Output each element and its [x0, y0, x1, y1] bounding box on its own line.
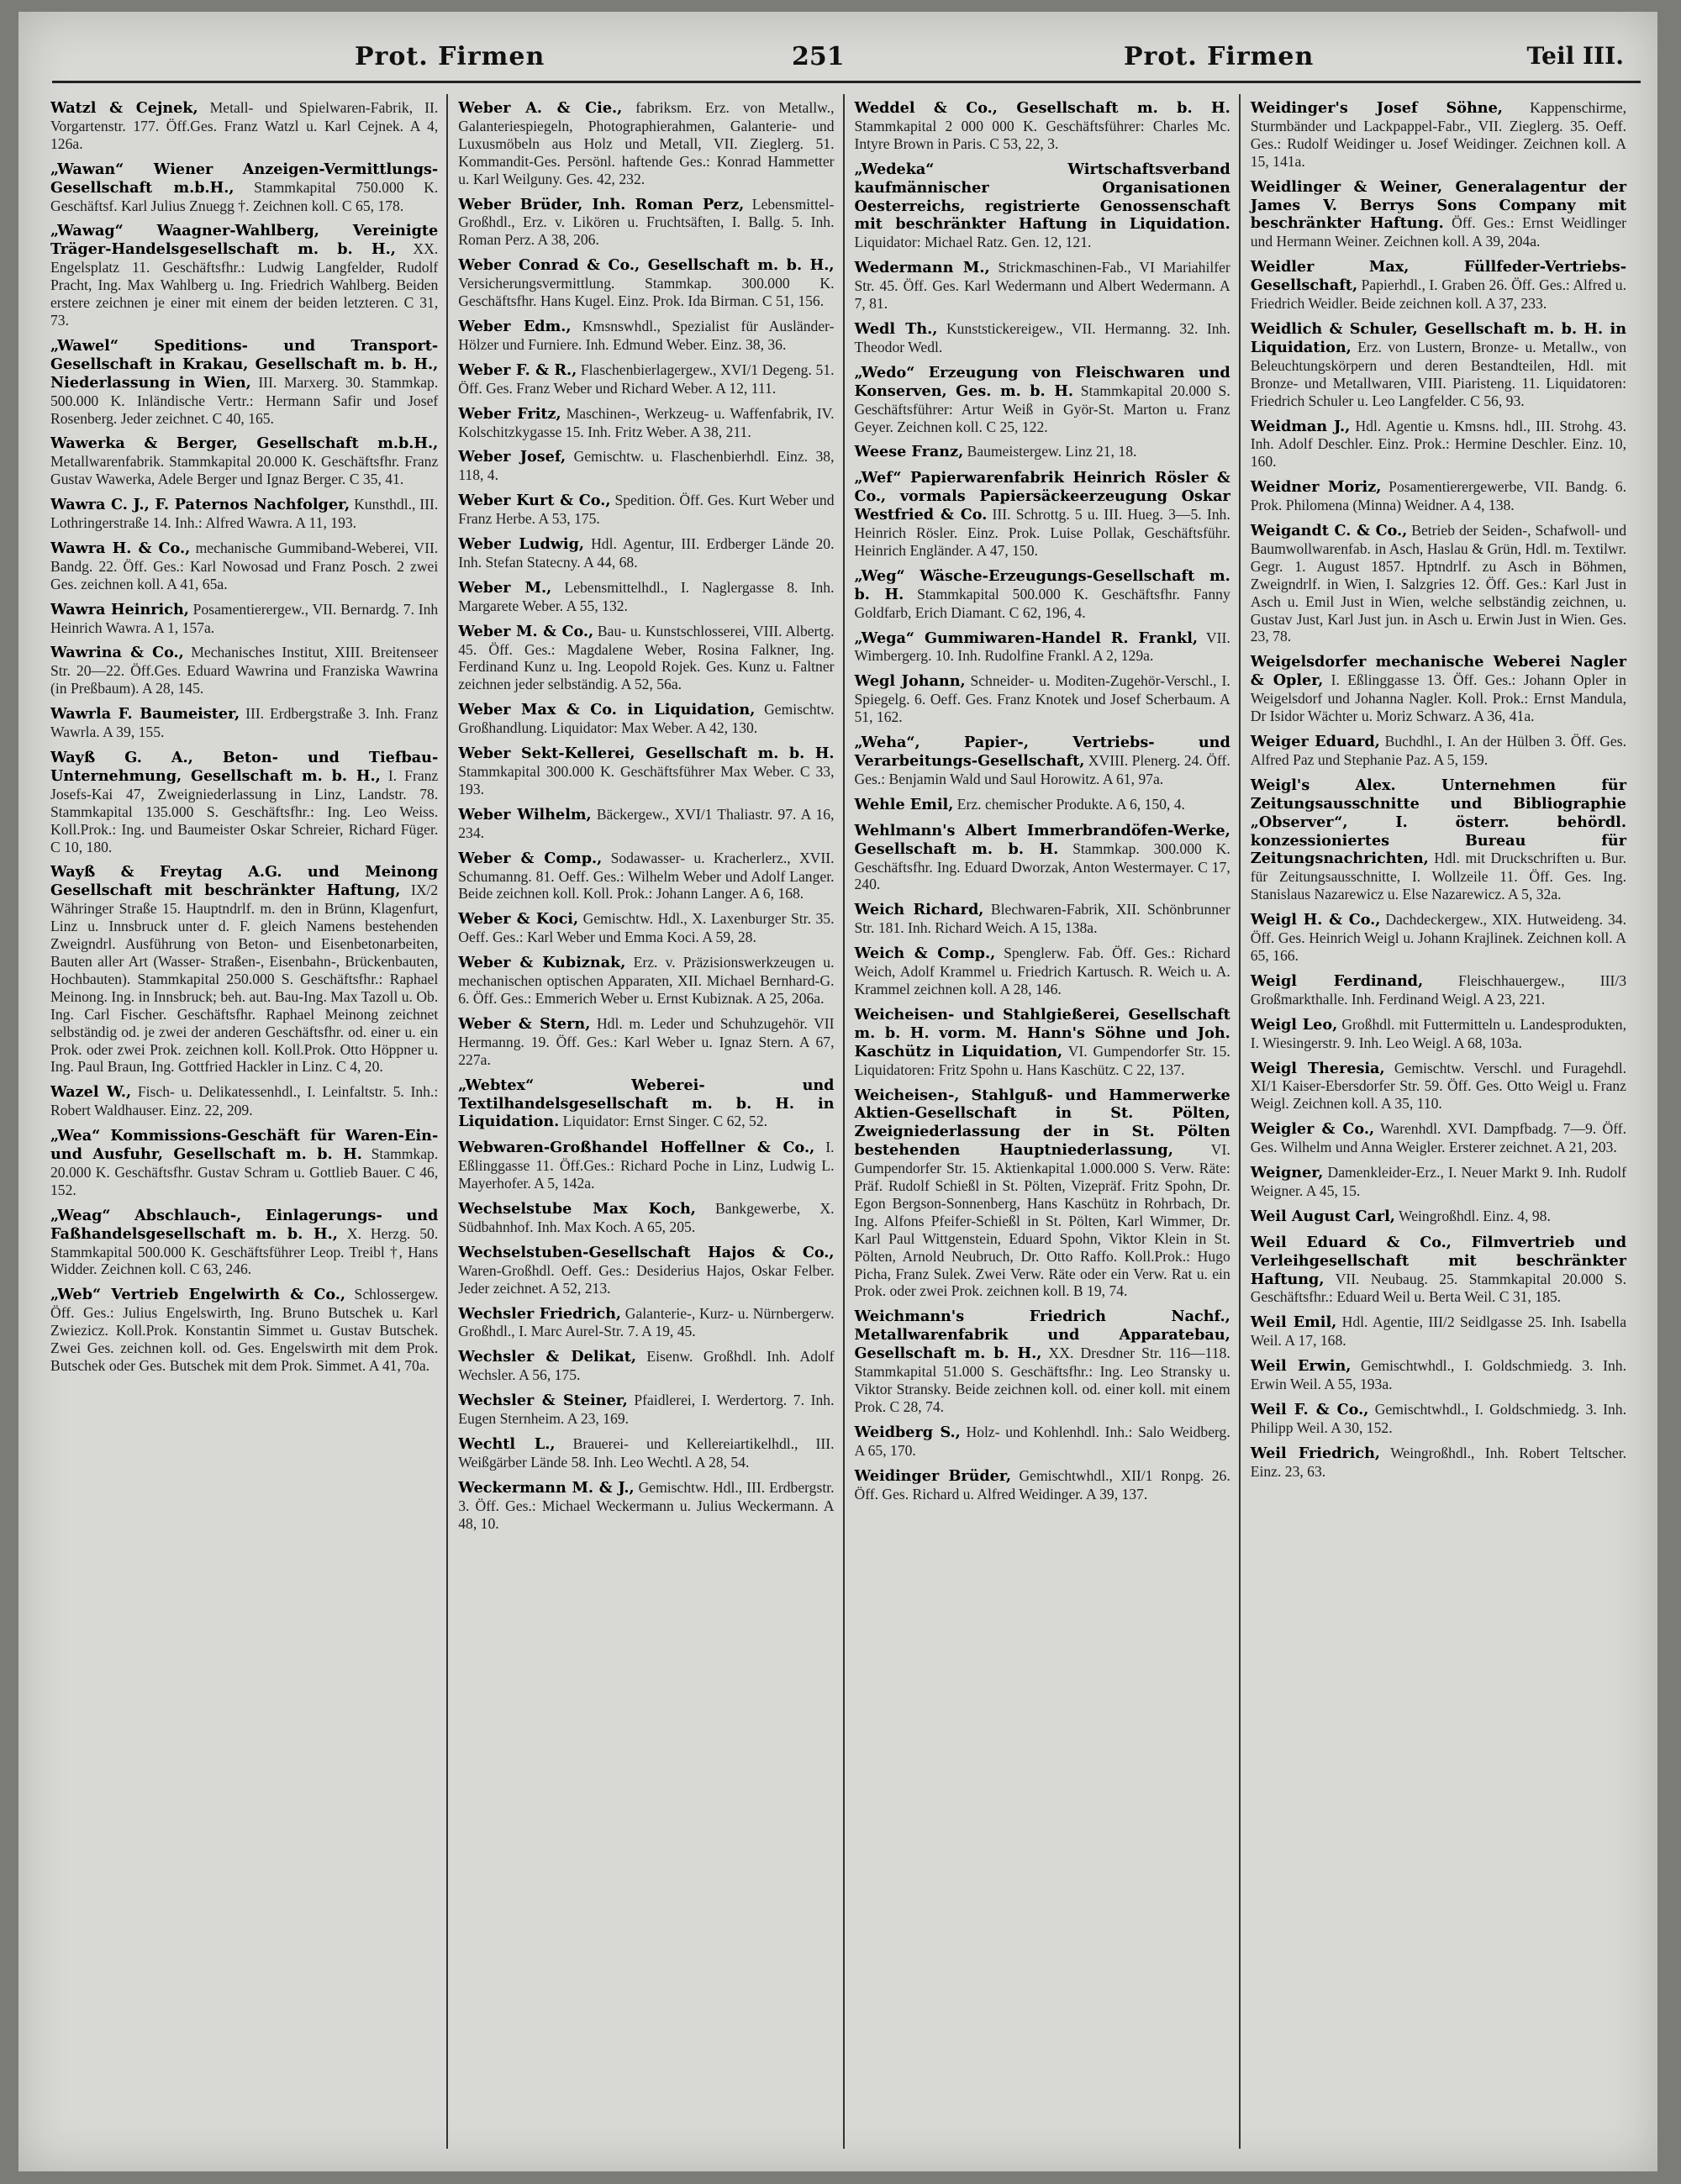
firm-details: Metall- und Spielwaren-Fabrik, II. Vorgartenstr. 177. Öff.Ges. Franz Watzl u. Karl Cejnek. A 4, 126a. [50, 99, 439, 152]
firm-name: „Wedo“ Erzeugung von Fleischwaren und Konserven, Ges. m. b. H. [854, 363, 1230, 400]
firm-entry [1251, 911, 1626, 965]
firm-details: Pfaidlerei, I. Werdertorg. 7. Inh. Eugen Sternheim. A 23, 169. [458, 1392, 835, 1428]
firm-details: Fisch- u. Delikatessenhdl., I. Leinfaltstr. 5. Inh.: Robert Waldhauser. Einz. 22, 209. [50, 1083, 439, 1119]
firm-entry [1251, 522, 1626, 645]
firm-details: VI. Gumpendorfer Str. 15. Liquidatoren: Fritz Spohn u. Hans Kaschütz. C 22, 137. [854, 1042, 1230, 1078]
firm-name: Weber M. & Co., [458, 622, 594, 640]
firm-entry [458, 1076, 834, 1132]
firm-entry [458, 579, 834, 615]
firm-name: Weil Friedrich, [1250, 1444, 1381, 1462]
firm-entry [1251, 478, 1626, 514]
firm-name: Weber A. & Cie., [458, 99, 623, 117]
firm-details: III. Marxerg. 30. Stammkap. 500.000 K. Inländische Vertr.: Hermann Safir und Josef Rosenberg. Jeder zeichnet. C 40, 165. [50, 373, 439, 427]
firm-details: Gemischtw. Verschl. und Furagehdl. XI/1 Kaiser-Ebersdorfer Str. 59. Öff. Ges. Otto Weigl u. Franz Weigl. Zeichnen koll. A 35, 110. [1250, 1059, 1626, 1113]
firm-details: XX. Engelsplatz 11. Geschäftsfhr.: Ludwig Langfelder, Rudolf Pracht, Ing. Max Wahlberg u. Ing. Friedrich Wahlberg. Beiden erstere zeichnen je einer mit einem der beiden letzteren. C 31, 73. [50, 240, 439, 329]
firm-name: Weber Max & Co. in Liquidation, [458, 701, 756, 719]
firm-entry [855, 259, 1230, 313]
firm-details: Baumeistergew. Linz 21, 18. [963, 443, 1137, 460]
firm-name: „Webtex“ Weberei- und Textilhandelsgesellschaft m. b. H. in Liquidation. [458, 1076, 835, 1131]
firm-entry [458, 1200, 834, 1236]
firm-details: fabriksm. Erz. von Metallw., Galanteriespiegeln, Photographierahmen, Galanterie- und Luxusmöbeln aus Holz und Metall, VII. Zieglerg. 51. Kommandit-Ges. Persönl. haftende Ges.: Konrad Hammetter u. Karl Weilguny. Ges. 42, 232. [458, 99, 835, 187]
firm-name: Weil F. & Co., [1250, 1401, 1369, 1418]
firm-name: Webwaren-Großhandel Hoffellner & Co., [458, 1139, 815, 1157]
firm-entry [458, 1392, 834, 1428]
firm-details: Stammkapital 20.000 S. Geschäftsführer: Artur Weiß in Györ-St. Marton u. Franz Geyer. Zeichnen koll. C 25, 122. [854, 382, 1230, 435]
firm-entry [855, 796, 1230, 814]
firm-name: Weber Sekt-Kellerei, Gesellschaft m. b. H. [458, 745, 835, 763]
firm-name: Weber & Comp., [458, 849, 603, 867]
firm-name: Weicheisen-, Stahlguß- und Hammerwerke Aktien-Gesellschaft in St. Pölten, Zweigniederlassung der in St. Pölten bestehenden Hauptniederlassung, [854, 1086, 1230, 1160]
firm-name: Weidman J., [1250, 417, 1351, 435]
firm-entry [458, 806, 834, 842]
page-number: 251 [792, 42, 845, 71]
firm-details: Hdl. Agentur, III. Erdberger Lände 20. Inh. Stefan Statecny. A 44, 68. [458, 535, 835, 571]
firm-details: IX/2 Währinger Straße 15. Hauptndrlf. m. den in Brünn, Klagenfurt, Linz u. Innsbruck unter d. F. gleich Namens bestehenden Zweigndrl. Ausführung von Beton- und Eisenbetonarbeiten, Bauten aller Art (Wasser- Straßen-, Eisenbahn-, Brückenbauten, Hochbauten). Stammkapital 250.000 S. Geschäftsfhr.: Raphael Meinong. Ing. in Innsbruck; beh. aut. Bau-Ing. Max Tazoll u. Ob. Ing. Carl Fischer. Geschäftsfhr. Raphael Meinong zeichnet selbständig od. je zwei der anderen Geschäftsfhr. od. einer u. ein Prok. oder zwei Prok. zeichnen koll. Koll.Prok. Otto Höppner u. Ing. Paul Braun, Ing. Gottfried Hackler in Linz. C 4, 20. [50, 881, 439, 1076]
firm-details: Weingroßhdl. Einz. 4, 98. [1394, 1207, 1551, 1224]
firm-details: Erz. v. Präzisionswerkzeugen u. mechanischen optischen Apparaten, XII. Michael Bernhard-G. 6. Öff. Ges.: Emmerich Weber u. Ernst Kubiznak. A 25, 206a. [458, 954, 835, 1007]
firm-name: Weber Conrad & Co., Gesellschaft m. b. H., [458, 256, 835, 275]
firm-name: Wayß G. A., Beton- und Tiefbau-Unternehmung, Gesellschaft m. b. H., [50, 749, 439, 785]
firm-entry [855, 945, 1230, 998]
firm-details: XVIII. Plenerg. 24. Öff. Ges.: Benjamin Wald und Saul Horowitz. A 61, 97a. [854, 752, 1230, 787]
firm-details: Hdl. m. Leder und Schuhzugehör. VII Hermanng. 19. Öff. Ges.: Karl Weber u. Ignaz Stern. A 67, 227a. [458, 1014, 835, 1068]
firm-details: Stammkap. 300.000 K. Geschäftsfhr. Ing. Eduard Dworzak, Anton Westermayer. C 17, 240. [854, 839, 1230, 893]
firm-details: VII. Neubaug. 25. Stammkapital 20.000 S. Geschäftsfhr.: Eduard Weil u. Berta Weil. C 31, 185. [1250, 1270, 1626, 1306]
firm-entry [50, 1127, 438, 1199]
firm-name: Weber M., [458, 578, 552, 597]
firm-details: Stammkapital 300.000 K. Geschäftsführer Max Weber. C 33, 193. [458, 763, 835, 797]
firm-name: Weigl H. & Co., [1250, 911, 1381, 929]
firm-entry [50, 434, 438, 488]
firm-details: III. Schrottg. 5 u. III. Hueg. 3—5. Inh. Heinrich Rösler. Einz. Prok. Luise Pollak, Geschäftsführ. Heinrich Engländer. A 47, 150. [854, 506, 1230, 559]
firm-details: Maschinen-, Werkzeug- u. Waffenfabrik, IV. Kolschitzkygasse 15. Inh. Fritz Weber. A 38, 211. [458, 404, 835, 440]
firm-entry [1251, 1401, 1626, 1437]
firm-details: Weingroßhdl., Inh. Robert Teltscher. Einz. 23, 63. [1250, 1444, 1626, 1480]
firm-details: Kunsthdl., III. Lothringerstraße 14. Inh.: Alfred Wawra. A 11, 193. [50, 496, 439, 532]
firm-details: Dachdeckergew., XIX. Hutweideng. 34. Öff. Ges. Heinrich Weigl u. Johann Krajlinek. Zeichnen koll. A 65, 166. [1250, 911, 1626, 964]
firm-details: Gemischtw. Hdl., X. Laxenburger Str. 35. Oeff. Ges.: Karl Weber und Emma Koci. A 59, 28. [458, 910, 835, 946]
firm-name: Weidler Max, Füllfeder-Vertriebs-Gesellschaft, [1250, 258, 1626, 295]
firm-details: Kappenschirme, Sturmbänder und Lackpappel-Fabr., VII. Zieglerg. 35. Oeff. Ges.: Rudolf Weidinger u. Josef Weidinger. Zeichnen koll. A 15, 141a. [1250, 99, 1626, 170]
firm-entry [855, 1467, 1230, 1503]
firm-name: Weigl Leo, [1250, 1015, 1338, 1034]
firm-details: Liquidator: Ernst Singer. C 62, 52. [559, 1113, 768, 1130]
firm-entry [1251, 320, 1626, 410]
firm-name: Wawra H. & Co., [50, 539, 191, 557]
firm-name: „Wea“ Kommissions-Geschäft für Waren-Ein- und Ausfuhr, Gesellschaft m. b. H. [50, 1127, 439, 1164]
firm-details: Stammkapital 2 000 000 K. Geschäftsführer: Charles Mc. Intyre Brown in Paris. C 53, 22, 3. [854, 117, 1230, 152]
firm-name: Wechsler & Steiner, [458, 1392, 628, 1410]
firm-details: Erz. von Lustern, Bronze- u. Metallw., von Beleuchtungskörpern und deren Bestandteilen, Hdl. mit Bronze- und Metallwaren, VIII. Piaristeng. 11. Liquidatoren: Friedrich Schuler u. Leo Langfelder. C 56, 93. [1250, 338, 1626, 409]
firm-name: Wechselstube Max Koch, [458, 1200, 696, 1218]
firm-name: Weidlich & Schuler, Gesellschaft m. b. H. in Liquidation, [1250, 319, 1626, 356]
firm-entry [50, 644, 438, 697]
firm-entry [1251, 733, 1626, 769]
firm-details: I. Eßlinggasse 13. Öff. Ges.: Johann Opler in Weigelsdorf und Johanna Nagler. Koll. Prok.: Ernst Mandula, Dr Isidor Wächter u. Moriz Schwarz. A 36, 41a. [1250, 671, 1626, 725]
firm-name: Wegl Johann, [854, 672, 966, 691]
firm-name: „Weg“ Wäsche-Erzeugungs-Gesellschaft m. b. H. [854, 566, 1230, 603]
firm-entry [855, 1308, 1230, 1415]
firm-entry [855, 469, 1230, 560]
firm-name: Weddel & Co., Gesellschaft m. b. H. [854, 99, 1230, 117]
firm-entry [458, 1015, 834, 1069]
firm-entry [855, 567, 1230, 622]
firm-name: Wedermann M., [854, 259, 990, 277]
firm-entry [50, 863, 438, 1076]
firm-details: Mechanisches Institut, XIII. Breitenseer Str. 20—22. Öff.Ges. Eduard Wawrina und Franziska Wawrina (in Preßbaum). A 28, 145. [50, 644, 439, 697]
firm-entry [1251, 1208, 1626, 1226]
header-left-title: Prot. Firmen [355, 42, 545, 71]
firm-name: Weigner, [1250, 1164, 1324, 1182]
firm-name: Weigandt C. & Co., [1250, 522, 1408, 540]
firm-name: Weber & Koci, [458, 910, 579, 929]
firm-entry [855, 672, 1230, 726]
firm-details: mechanische Gummiband-Weberei, VII. Bandg. 22. Öff. Ges.: Karl Nowosad und Franz Posch. 2 zwei Ges. zeichnen koll. A 41, 65a. [50, 539, 439, 592]
firm-details: Großhdl. mit Futtermitteln u. Landesprodukten, I. Wiesingerstr. 9. Inh. Leo Weigl. A 68, 103a. [1250, 1015, 1626, 1051]
firm-details: Galanterie-, Kurz- u. Nürnbergerw. Großhdl., I. Marc Aurel-Str. 7. A 19, 45. [458, 1304, 835, 1340]
firm-name: Weber Ludwig, [458, 535, 585, 554]
firm-details: Brauerei- und Kellereiartikelhdl., III. Weißgärber Lände 58. Inh. Leo Wechtl. A 28, 54. [458, 1435, 835, 1471]
column-4 [1239, 94, 1635, 2149]
firm-details: I. Franz Josefs-Kai 47, Zweigniederlassung in Linz, Landstr. 78. Stammkapital 135.000 S. Geschäftsfhr.: Ing. Leo Weiss. Koll.Prok.: Ing. und Baumeister Oskar Schreier, Richard Füger. C 10, 180. [50, 766, 439, 855]
firm-details: III. Erdbergstraße 3. Inh. Franz Wawrla. A 39, 155. [50, 705, 439, 741]
firm-entry [458, 448, 834, 484]
firm-entry [50, 1083, 438, 1119]
firm-details: Posamentierergewerbe, VII. Bandg. 6. Prok. Philomena (Minna) Weidner. A 4, 138. [1250, 478, 1626, 514]
firm-details: Betrieb der Seiden-, Schafwoll- und Baumwollwarenfab. in Asch, Haslau & Grün, Hdl. m. Textilwr. Gegr. 1. August 1857. Hptndrlf. zu Asch in Böhmen, Zweigndrlf. in Wien, I. Salzgries 12. Öff. Ges.: Karl Just in Asch u. Emil Just in Wien, welche selbständig zeichnen, u. Gustav Just, Karl Just jun. in Asch u. Erwin Just in Wien. Ges. 23, 78. [1250, 522, 1626, 645]
firm-entry [50, 337, 438, 428]
firm-entry [1251, 418, 1626, 471]
firm-details: Stammkapital 500.000 K. Geschäftsfhr. Fanny Goldfarb, Erich Diamant. C 62, 196, 4. [854, 585, 1230, 621]
firm-details: Blechwaren-Fabrik, XII. Schönbrunner Str. 181. Inh. Richard Weich. A 15, 138a. [854, 901, 1230, 937]
entry-columns [50, 94, 1635, 2149]
firm-details: Sodawasser- u. Kracherlerz., XVII. Schumanng. 81. Oeff. Ges.: Wilhelm Weber und Adolf Langer. Beide zeichnen koll. Koll. Prok.: Johann Langer. A 6, 168. [458, 849, 835, 903]
column-3 [843, 94, 1239, 2149]
firm-name: Wawrla F. Baumeister, [50, 705, 240, 724]
firm-name: Weil August Carl, [1250, 1207, 1395, 1225]
firm-name: Weidlinger & Weiner, Generalagentur der James V. Berrys Sons Company mit beschränkter Haftung. [1250, 177, 1626, 233]
firm-details: Metallwarenfabrik. Stammkapital 20.000 K. Geschäftsfhr. Franz Gustav Wawerka, Adele Berger und Ignaz Berger. C 35, 41. [50, 453, 439, 488]
page-header [52, 37, 1641, 83]
firm-entry [50, 705, 438, 741]
firm-name: Weigelsdorfer mechanische Weberei Nagler & Opler, [1250, 653, 1626, 690]
firm-name: Weber & Stern, [458, 1014, 591, 1033]
firm-entry [855, 364, 1230, 436]
firm-details: Kmsnswhdl., Spezialist für Ausländer-Hölzer und Furniere. Inh. Edmund Weber. Einz. 38, 36. [458, 317, 835, 353]
firm-entry [458, 99, 834, 188]
firm-name: Weil Erwin, [1250, 1357, 1352, 1376]
firm-name: Wayß & Freytag A.G. und Meinong Gesellschaft mit beschränkter Haftung, [50, 863, 439, 900]
firm-details: Spedition. Öff. Ges. Kurt Weber und Franz Herbe. A 53, 175. [458, 492, 835, 528]
firm-entry [458, 256, 834, 310]
firm-name: Weich & Comp., [854, 945, 996, 963]
firm-name: Weckermann M. & J., [458, 1478, 635, 1497]
firm-details: Gemischtw. u. Flaschenbierhdl. Einz. 38, 118, 4. [458, 448, 835, 484]
firm-name: Weber Kurt & Co., [458, 492, 611, 510]
firm-details: Bäckergew., XVI/1 Thaliastr. 97. A 16, 234. [458, 805, 835, 841]
firm-name: „Wawan“ Wiener Anzeigen-Vermittlungs-Gesellschaft m.b.H., [50, 160, 439, 197]
firm-entry [50, 222, 438, 329]
firm-entry [50, 496, 438, 532]
firm-name: Wechtl L., [458, 1435, 556, 1453]
firm-entry [855, 320, 1230, 356]
firm-entry [458, 701, 834, 737]
firm-name: Weese Franz, [854, 443, 964, 461]
firm-entry [1251, 1016, 1626, 1052]
firm-details: Versicherungsvermittlung. Stammkap. 300.000 K. Geschäftsfhr. Hans Kugel. Einz. Prok. Ida Birman. C 51, 156. [458, 275, 835, 310]
firm-name: Wechsler Friedrich, [458, 1304, 622, 1323]
firm-name: Wawerka & Berger, Gesellschaft m.b.H., [50, 434, 439, 453]
firm-entry [458, 850, 834, 903]
firm-name: Weigl Theresia, [1250, 1059, 1385, 1077]
firm-details: Lebensmittel-Großhdl., Erz. v. Likören u. Fruchtsäften, I. Ballg. 5. Inh. Roman Perz. A 38, 206. [458, 195, 835, 249]
firm-name: Weil Emil, [1250, 1313, 1337, 1332]
firm-name: Weber Wilhelm, [458, 805, 592, 824]
firm-name: „Weha“, Papier-, Vertriebs- und Verarbeitungs-Gesellschaft, [854, 734, 1230, 770]
firm-name: Weber Brüder, Inh. Roman Perz, [458, 195, 745, 213]
firm-entry [50, 1286, 438, 1375]
firm-details: Kunststickereigew., VII. Hermanng. 32. Inh. Theodor Wedl. [854, 319, 1230, 355]
firm-entry [1251, 1120, 1626, 1156]
firm-entry [458, 1244, 834, 1297]
firm-entry [855, 161, 1230, 252]
directory-page [18, 12, 1657, 2171]
firm-name: Weidinger Brüder, [854, 1466, 1011, 1485]
firm-details: Holz- und Kohlenhdl. Inh.: Salo Weidberg. A 65, 170. [854, 1423, 1230, 1459]
firm-name: Weber Josef, [458, 448, 566, 466]
firm-entry [458, 196, 834, 250]
firm-details: Flaschenbierlagergew., XVI/1 Degeng. 51. Öff. Ges. Franz Weber und Richard Weber. A 12, 111. [458, 360, 835, 397]
firm-entry [458, 492, 834, 528]
firm-name: Weber Edm., [458, 317, 572, 335]
firm-name: Watzl & Cejnek, [50, 99, 198, 117]
firm-name: Wehlmann's Albert Immerbrandöfen-Werke, Gesellschaft m. b. H. [854, 821, 1230, 858]
firm-entry [50, 601, 438, 637]
firm-entry [458, 1479, 834, 1533]
firm-details: Gemischtw. Großhandlung. Liquidator: Max Weber. A 42, 130. [458, 701, 835, 737]
firm-details: Schneider- u. Moditen-Zugehör-Verschl., I. Spiegelg. 6. Oeff. Ges. Franz Knotek und Josef Scherbaum. A 51, 162. [854, 672, 1230, 726]
firm-name: Weigl Ferdinand, [1250, 971, 1424, 990]
firm-name: Weber & Kubiznak, [458, 954, 626, 972]
firm-entry [1251, 258, 1626, 313]
firm-details: X. Herzg. 50. Stammkapital 500.000 K. Geschäftsführer Leop. Treibl †, Hans Widder. Zeichnen koll. C 63, 246. [50, 1224, 439, 1278]
firm-entry [458, 1305, 834, 1341]
firm-details: Erz. chemischer Produkte. A 6, 150, 4. [953, 795, 1185, 813]
firm-name: Wazel W., [50, 1083, 132, 1102]
firm-details: Stammkapital 750.000 K. Geschäftsf. Karl Julius Znuegg †. Zeichnen koll. C 65, 178. [50, 178, 439, 214]
column-2 [446, 94, 842, 2149]
firm-entry [458, 745, 834, 798]
firm-details: Buchdhl., I. An der Hülben 3. Öff. Ges. Alfred Paz und Stephanie Paz. A 5, 159. [1250, 733, 1626, 768]
firm-details: Öff. Ges.: Ernst Weidlinger und Hermann Weiner. Zeichnen koll. A 39, 204a. [1250, 214, 1627, 250]
firm-details: Gemischtwhdl., I. Goldschmiedg. 3. Inh. Philipp Weil. A 30, 152. [1250, 1401, 1627, 1436]
firm-name: Wawrina & Co., [50, 644, 184, 662]
firm-name: Weidinger's Josef Söhne, [1250, 99, 1503, 117]
firm-name: Weidner Moriz, [1250, 478, 1382, 497]
firm-details: Spenglerw. Fab. Öff. Ges.: Richard Weich, Adolf Krammel u. Friedrich Kartusch. R. Weich u. A. Krammel zeichnen koll. A 28, 146. [854, 945, 1230, 997]
firm-name: Weiger Eduard, [1250, 733, 1380, 750]
firm-details: Waren-Großhdl. Oeff. Ges.: Desiderius Hajos, Oskar Felber. Jeder zeichnet. A 52, 213. [458, 1261, 835, 1297]
firm-entry [1251, 1164, 1626, 1200]
firm-entry [50, 1207, 438, 1279]
firm-entry [458, 405, 834, 441]
firm-entry [458, 1139, 834, 1192]
firm-details: Gemischtwhdl., I. Goldschmiedg. 3. Inh. Erwin Weil. A 55, 193a. [1250, 1357, 1626, 1393]
firm-name: Wawra C. J., F. Paternos Nachfolger, [50, 496, 350, 514]
firm-details: Warenhdl. XVI. Dampfbadg. 7—9. Öff. Ges. Wilhelm und Anna Weigler. Ersterer zeichnet. A 21, 203. [1250, 1120, 1626, 1156]
firm-entry [458, 623, 834, 694]
firm-entry [1251, 1060, 1626, 1113]
firm-details: Bankgewerbe, X. Südbahnhof. Inh. Max Koch. A 65, 205. [458, 1200, 835, 1235]
firm-details: VI. Gumpendorfer Str. 15. Aktienkapital 1.000.000 S. Verw. Räte: Präf. Rudolf Schießl in St. Pölten, Vizepräf. Fritz Spohn, Dr. Egon Bergson-Sonnenberg, Hans Kaschütz in Rohrbach, Dr. Ing. Alfons Pfeifer-Schießl in St. Pölten, Karl Wimmer, Dr. Karl Paul Wittgenstein, Eduard Spohn, Viktor Klein in St. Pölten, Arnold Neubruch, Dr. Otto Raffo. Koll.Prok.: Hugo Picha, Franz Sulek. Zwei Verw. Räte oder ein Verw. Rat u. ein Prok. oder zwei Prok. zeichnen koll. B 19, 74. [854, 1141, 1230, 1300]
firm-details: Eisenw. Großhdl. Inh. Adolf Wechsler. A 56, 175. [458, 1348, 835, 1384]
firm-name: Wechsler & Delikat, [458, 1348, 637, 1366]
firm-name: „Wawag“ Waagner-Wahlberg, Vereinigte Träger-Handelsgesellschaft m. b. H., [50, 222, 439, 259]
firm-entry [458, 535, 834, 571]
firm-entry [855, 629, 1230, 666]
firm-name: „Wega“ Gummiwaren-Handel R. Frankl, [854, 629, 1199, 647]
firm-details: I. Eßlinggasse 11. Öff.Ges.: Richard Poche in Linz, Ludwig L. Mayerhofer. A 5, 142a. [458, 1139, 835, 1192]
firm-entry [50, 749, 438, 855]
firm-entry [855, 99, 1230, 153]
firm-entry [855, 443, 1230, 461]
firm-entry [855, 1424, 1230, 1460]
firm-details: Hdl. Agentie u. Kmsns. hdl., III. Strohg. 43. Inh. Adolf Deschler. Einz. Prok.: Hermine Deschler. Einz. 10, 160. [1250, 417, 1626, 471]
firm-entry [1251, 653, 1626, 725]
firm-name: Weidberg S., [854, 1423, 961, 1441]
firm-entry [1251, 1357, 1626, 1393]
firm-name: „Weag“ Abschlauch-, Einlagerungs- und Faßhandelsgesellschaft m. b. H., [50, 1206, 439, 1243]
firm-entry [1251, 99, 1626, 171]
firm-entry [1251, 178, 1626, 251]
header-part-label: Teil III. [1526, 42, 1624, 70]
firm-entry [855, 1006, 1230, 1079]
firm-name: „Wawel“ Speditions- und Transport-Gesellschaft in Krakau, Gesellschaft m. b. H., Niederlassung in Wien, [50, 336, 439, 392]
firm-entry [855, 901, 1230, 937]
firm-entry [1251, 776, 1626, 903]
firm-entry [458, 1435, 834, 1471]
firm-name: Weich Richard, [854, 901, 984, 919]
firm-details: Liquidator: Michael Ratz. Gen. 12, 121. [854, 234, 1092, 251]
firm-name: Weber Fritz, [458, 404, 561, 423]
column-1 [50, 94, 446, 2149]
firm-details: Posamentierergew., VII. Bernardg. 7. Inh Heinrich Wawra. A 1, 157a. [50, 600, 439, 636]
firm-details: Fleischhauergew., III/3 Großmarkthalle. Inh. Ferdinand Weigl. A 23, 221. [1250, 971, 1626, 1008]
firm-details: Stammkap. 20.000 K. Geschäftsfhr. Gustav Schram u. Gottlieb Bauer. C 46, 152. [50, 1145, 439, 1198]
firm-entry [458, 361, 834, 397]
firm-entry [855, 822, 1230, 894]
firm-name: Weichmann's Friedrich Nachf., Metallwarenfabrik und Apparatebau, Gesellschaft m. b. H., [854, 1308, 1230, 1363]
firm-details: VII. Wimbergerg. 10. Inh. Rudolfine Frankl. A 2, 129a. [854, 629, 1230, 665]
firm-name: „Web“ Vertrieb Engelwirth & Co., [50, 1286, 346, 1304]
firm-entry [50, 539, 438, 593]
firm-name: „Wef“ Papierwarenfabrik Heinrich Rösler & Co., vormals Papiersäckeerzeugung Oskar Westfried & Co. [854, 469, 1230, 524]
firm-name: Weicheisen- und Stahlgießerei, Gesellschaft m. b. H. vorm. M. Hann's Söhne und Joh. Kaschütz in Liquidation, [854, 1005, 1230, 1060]
firm-name: Weigler & Co., [1250, 1120, 1375, 1139]
firm-details: Hdl. mit Druckschriften u. Bur. für Zeitungsausschnitte, I. Wollzeile 11. Öff. Ges. Ing. Stanislaus Nazarewicz u. Else Nazarewicz. A 5, 32a. [1250, 850, 1626, 903]
firm-entry [1251, 1234, 1626, 1307]
firm-entry [458, 954, 834, 1008]
firm-name: Wawra Heinrich, [50, 600, 189, 618]
firm-details: Hdl. Agentie, III/2 Seidlgasse 25. Inh. Isabella Weil. A 17, 168. [1250, 1313, 1626, 1350]
firm-entry [458, 1348, 834, 1384]
firm-details: Gemischtwhdl., XII/1 Ronpg. 26. Öff. Ges. Richard u. Alfred Weidinger. A 39, 137. [854, 1466, 1230, 1502]
firm-name: Wechselstuben-Gesellschaft Hajos & Co., [458, 1243, 835, 1261]
firm-entry [855, 1087, 1230, 1301]
firm-entry [855, 734, 1230, 788]
firm-details: Lebensmittelhdl., I. Naglergasse 8. Inh. Margarete Weber. A 55, 132. [458, 578, 835, 614]
firm-name: Weigl's Alex. Unternehmen für Zeitungsausschnitte und Bibliographie „Observer“, I. österr. behördl. konzessioniertes Bureau für Zeitungsnachrichten, [1250, 776, 1626, 868]
firm-name: Wehle Emil, [854, 795, 954, 813]
firm-details: Damenkleider-Erz., I. Neuer Markt 9. Inh. Rudolf Weigner. A 45, 15. [1250, 1164, 1626, 1199]
firm-entry [1251, 972, 1626, 1008]
firm-name: „Wedeka“ Wirtschaftsverband kaufmännischer Organisationen Oesterreichs, registrierte Genossenschaft mit beschränkter Haftung in Liquidation. [854, 160, 1230, 234]
firm-entry [1251, 1445, 1626, 1481]
firm-name: Weber F. & R., [458, 360, 577, 379]
firm-details: Bau- u. Kunstschlosserei, VIII. Albertg. 45. Öff. Ges.: Magdalene Weber, Rosina Falkner, Ing. Ferdinand Kunz u. Ing. Leopold Rojek. Ges. Kunz u. Faltner zeichnen jeder selbständig. A 52, 56a. [458, 622, 835, 693]
firm-name: Wedl Th., [854, 319, 938, 338]
firm-details: Papierhdl., I. Graben 26. Öff. Ges.: Alfred u. Friedrich Weidler. Beide zeichnen koll. A 37, 233. [1250, 276, 1626, 313]
firm-details: Schlossergew. Öff. Ges.: Julius Engelswirth, Ing. Bruno Butschek u. Karl Zwiezicz. Koll.Prok. Konstantin Simmet u. Gustav Butschek. Zwei Ges. zeichnen koll. od. Ges. Engelswirth mit dem Prok. Butschek oder Ges. Butschek mit dem Prok. Simmet. A 41, 70a. [50, 1286, 439, 1374]
firm-entry [1251, 1313, 1626, 1350]
firm-entry [50, 99, 438, 153]
firm-entry [50, 161, 438, 215]
firm-details: Strickmaschinen-Fab., VI Mariahilfer Str. 45. Öff. Ges. Karl Wedermann und Albert Wedermann. A 7, 81. [854, 259, 1230, 313]
firm-details: XX. Dresdner Str. 116—118. Stammkapital 51.000 S. Geschäftsfhr.: Ing. Leo Stransky u. Viktor Stransky. Beide zeichnen koll. od. einer koll. mit einem Prok. C 28, 74. [854, 1345, 1230, 1415]
header-right-title: Prot. Firmen [1124, 42, 1315, 71]
firm-name: Weil Eduard & Co., Filmvertrieb und Verleihgesellschaft mit beschränkter Haftung, [1250, 1233, 1626, 1288]
firm-entry [458, 318, 834, 354]
firm-details: Gemischtw. Hdl., III. Erdbergstr. 3. Öff. Ges.: Michael Weckermann u. Julius Weckermann. A 48, 10. [458, 1478, 835, 1532]
firm-entry [458, 910, 834, 946]
